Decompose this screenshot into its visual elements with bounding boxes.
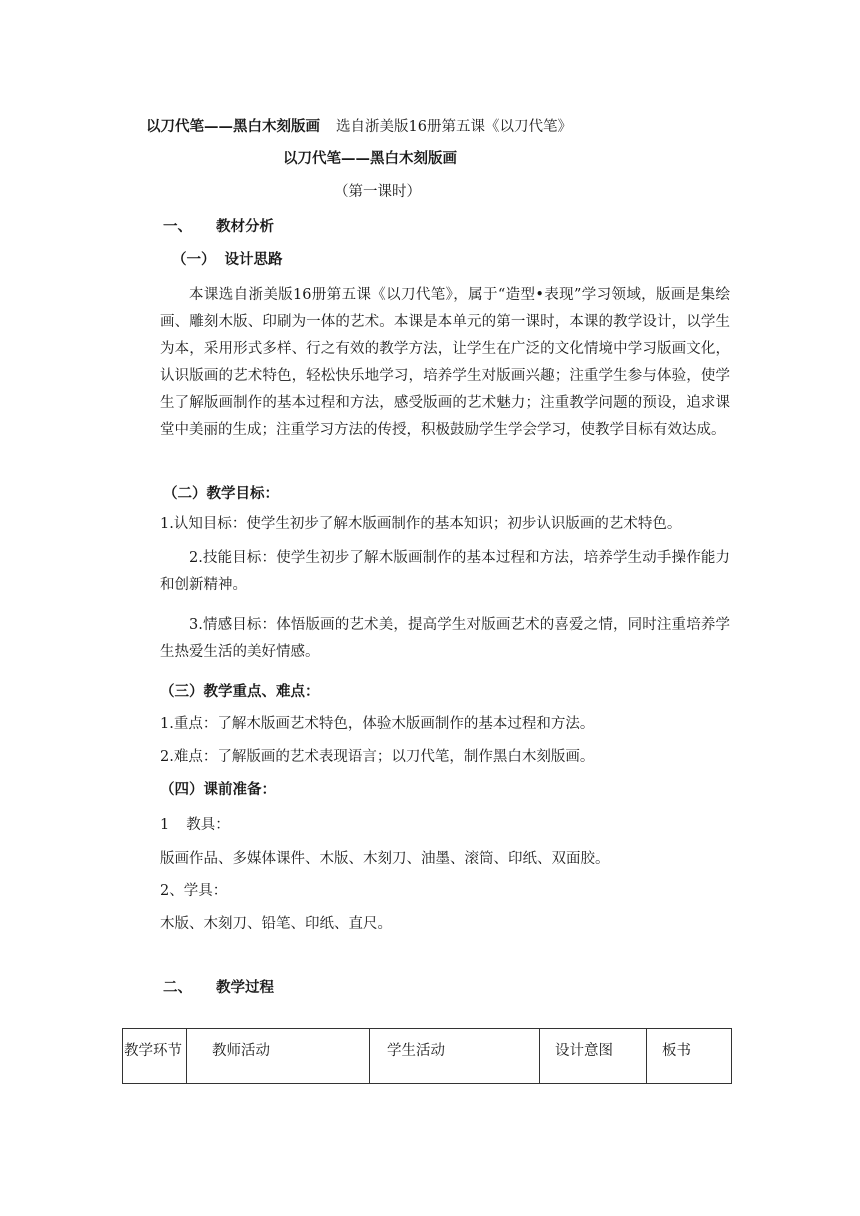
lesson-title: 以刀代笔——黑白木刻版画 bbox=[283, 150, 457, 167]
teacher-tools-title: 教具： bbox=[186, 817, 230, 833]
section1-num: 一、 bbox=[163, 218, 192, 235]
table-header-student: 学生活动 bbox=[370, 1029, 540, 1084]
table-header-row bbox=[123, 1029, 732, 1084]
table-header-board: 板书 bbox=[647, 1029, 732, 1084]
header-source: 选自浙美版16册第五课《以刀代笔》 bbox=[336, 119, 572, 135]
section1-title: 教材分析 bbox=[216, 218, 274, 235]
header-title: 以刀代笔——黑白木刻版画 bbox=[146, 118, 320, 135]
teacher-tools-list: 版画作品、多媒体课件、木版、木刻刀、油墨、滚筒、印纸、双面胶。 bbox=[160, 851, 610, 867]
table-header-stage: 教学环节 bbox=[123, 1029, 187, 1084]
goal-emotion bbox=[160, 612, 730, 666]
key-point: 1.重点：了解木版画艺术特色，体验木版画制作的基本过程和方法。 bbox=[160, 716, 595, 732]
document-header bbox=[146, 117, 572, 137]
teacher-tools-num: 1 bbox=[160, 817, 170, 833]
student-tools-label: 2、学具： bbox=[160, 883, 228, 899]
subsection1-title: 设计思路 bbox=[224, 251, 283, 268]
subsection1-num: （一） bbox=[172, 251, 216, 268]
goal-cognitive: 1.认知目标：使学生初步了解木版画制作的基本知识；初步认识版画的艺术特色。 bbox=[160, 516, 682, 532]
subsection1-heading bbox=[172, 250, 283, 270]
teaching-process-table bbox=[122, 1028, 732, 1084]
subsection3-heading: （三）教学重点、难点： bbox=[160, 683, 320, 700]
design-idea-text: 本课选自浙美版16册第五课《以刀代笔》，属于“造型•表现”学习领域，版画是集绘画、雕刻木版、印刷为一体的艺术。本课是本单元的第一课时，本课的教学设计，以学生为本，采用形式多样、行之有效的教学方法，让学生在广泛的文化情境中学习版画文化，认识版画的艺术特色，轻松快乐地学习，培养学生对版画兴趣；注重学生参与体验，使学生了解版画制作的基本过程和方法，感受版画的艺术魅力；注重教学问题的预设，追求课堂中美丽的生成；注重学习方法的传授，积极鼓励学生学会学习，使教学目标有效达成。 bbox=[160, 287, 730, 438]
goal-emotion-text: 3.情感目标：体悟版画的艺术美，提高学生对版画艺术的喜爱之情，同时注重培养学生热爱生活的美好情感。 bbox=[160, 617, 730, 660]
section1-heading bbox=[163, 217, 274, 237]
goal-skill bbox=[160, 545, 730, 599]
difficult-point: 2.难点：了解版画的艺术表现语言；以刀代笔，制作黑白木刻版画。 bbox=[160, 749, 595, 765]
section2-title: 教学过程 bbox=[216, 979, 274, 996]
student-tools-list: 木版、木刻刀、铅笔、印纸、直尺。 bbox=[160, 916, 392, 932]
subsection2-heading: （二）教学目标： bbox=[163, 485, 279, 502]
section2-heading bbox=[163, 978, 274, 998]
design-idea-paragraph bbox=[160, 282, 730, 444]
subsection4-heading: （四）课前准备： bbox=[160, 781, 276, 798]
table-header-teacher: 教师活动 bbox=[187, 1029, 370, 1084]
teacher-tools-label bbox=[160, 815, 230, 835]
table-header-intent: 设计意图 bbox=[540, 1029, 647, 1084]
goal-skill-text: 2.技能目标：使学生初步了解木版画制作的基本过程和方法，培养学生动手操作能力和创新精神。 bbox=[160, 550, 730, 593]
section2-num: 二、 bbox=[163, 979, 192, 996]
lesson-period: （第一课时） bbox=[334, 184, 421, 200]
